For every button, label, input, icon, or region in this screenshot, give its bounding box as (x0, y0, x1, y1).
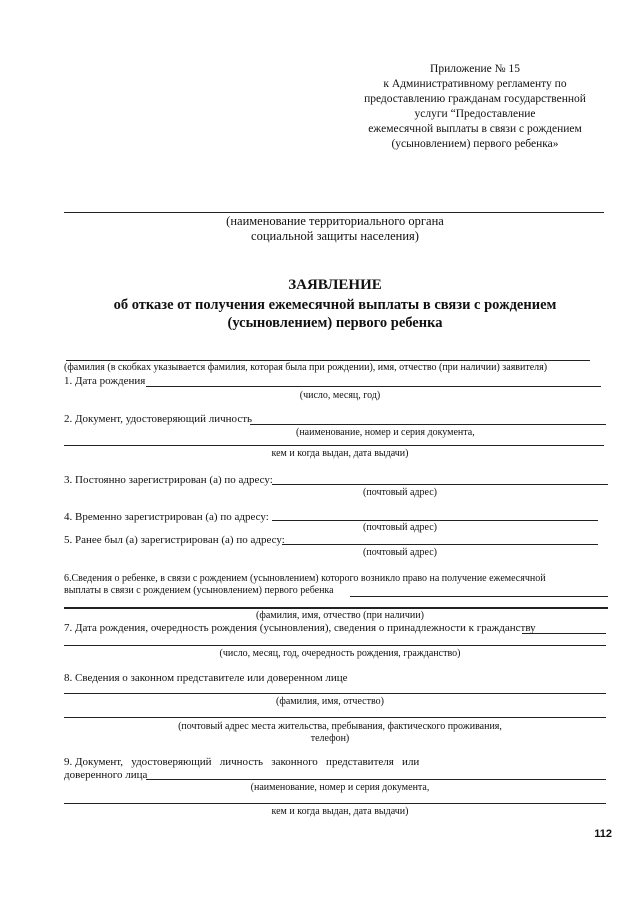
identity-document-label: 2. Документ, удостоверяющий личность (64, 413, 253, 425)
applicant-name-line[interactable] (66, 360, 590, 361)
identity-document-line[interactable] (250, 424, 606, 425)
child-birth-info-caption: (число, месяц, год, очередность рождения, гражданство) (219, 648, 461, 659)
birth-date-label: 1. Дата рождения (64, 375, 146, 387)
child-birth-info-line[interactable] (522, 633, 606, 634)
document-title: ЗАЯВЛЕНИЕ (288, 277, 382, 293)
birth-date-line[interactable] (146, 386, 601, 387)
representative-document-line[interactable] (146, 779, 606, 780)
organ-caption: (наименование территориального органа социальной защиты населения) (226, 214, 444, 243)
child-info-line[interactable] (350, 596, 608, 597)
representative-document-label-2: доверенного лица (64, 769, 148, 781)
representative-document-label: 9. Документ, удостоверяющий личность законного представителя или (64, 756, 420, 768)
previous-address-line[interactable] (282, 544, 598, 545)
appendix-header (340, 62, 610, 152)
representative-address-caption: (почтовый адрес места жительства, пребывания, фактического проживания, (178, 721, 502, 732)
page-number: 112 (594, 828, 612, 840)
appendix-line: ежемесячной выплаты в связи с рождением (368, 123, 582, 135)
representative-document-caption-2: кем и когда выдан, дата выдачи) (271, 806, 409, 817)
representative-name-line[interactable] (64, 693, 606, 694)
representative-name-caption: (фамилия, имя, отчество) (276, 696, 384, 707)
organ-name-line[interactable] (64, 212, 604, 213)
temporary-address-caption: (почтовый адрес) (363, 522, 437, 533)
birth-date-caption: (число, месяц, год) (299, 390, 381, 401)
child-name-caption: (фамилия, имя, отчество (при наличии) (256, 610, 424, 621)
document-subtitle: об отказе от получения ежемесячной выплаты в связи с рождением (113, 297, 557, 313)
previous-address-caption: (почтовый адрес) (363, 547, 437, 558)
temporary-address-line[interactable] (272, 520, 598, 521)
permanent-address-line[interactable] (272, 484, 608, 485)
previous-address-label: 5. Ранее был (а) зарегистрирован (а) по адресу: (64, 534, 285, 546)
child-birth-info-label: 7. Дата рождения, очередность рождения (усыновления), сведения о принадлежности к гражданству (64, 622, 536, 634)
appendix-line: к Административному регламенту по (383, 78, 567, 90)
applicant-caption: (фамилия (в скобках указывается фамилия, которая была при рождении), имя, отчество (при наличии) заявителя) (64, 362, 548, 373)
permanent-address-label: 3. Постоянно зарегистрирован (а) по адресу: (64, 474, 273, 486)
representative-address-line[interactable] (64, 717, 606, 718)
child-info-text: 6.Сведения о ребенке, в связи с рождением (усыновлением) которого возникло право на получение ежемесячной (64, 573, 546, 584)
representative-document-line-2[interactable] (64, 803, 606, 804)
child-name-line[interactable] (64, 607, 608, 609)
child-birth-info-line-2[interactable] (64, 645, 606, 646)
representative-document-caption: (наименование, номер и серия документа, (250, 782, 430, 793)
child-info-text-2: выплаты в связи с рождением (усыновлением) первого ребенка (64, 585, 334, 596)
identity-document-caption: (наименование, номер и серия документа, (296, 427, 475, 438)
identity-document-line-2[interactable] (64, 445, 604, 446)
identity-document-caption-2: кем и когда выдан, дата выдачи) (271, 448, 409, 459)
appendix-line: (усыновлением) первого ребенка» (391, 138, 559, 150)
appendix-number: Приложение № 15 (430, 63, 520, 75)
document-subtitle: (усыновлением) первого ребенка (227, 315, 443, 331)
temporary-address-label: 4. Временно зарегистрирован (а) по адресу: (64, 511, 269, 523)
appendix-line: предоставлению гражданам государственной (364, 93, 586, 105)
representative-phone-caption: телефон) (310, 733, 350, 744)
representative-label: 8. Сведения о законном представителе или доверенном лице (64, 672, 348, 684)
permanent-address-caption: (почтовый адрес) (363, 487, 437, 498)
appendix-line: услуги “Предоставление (414, 108, 536, 120)
